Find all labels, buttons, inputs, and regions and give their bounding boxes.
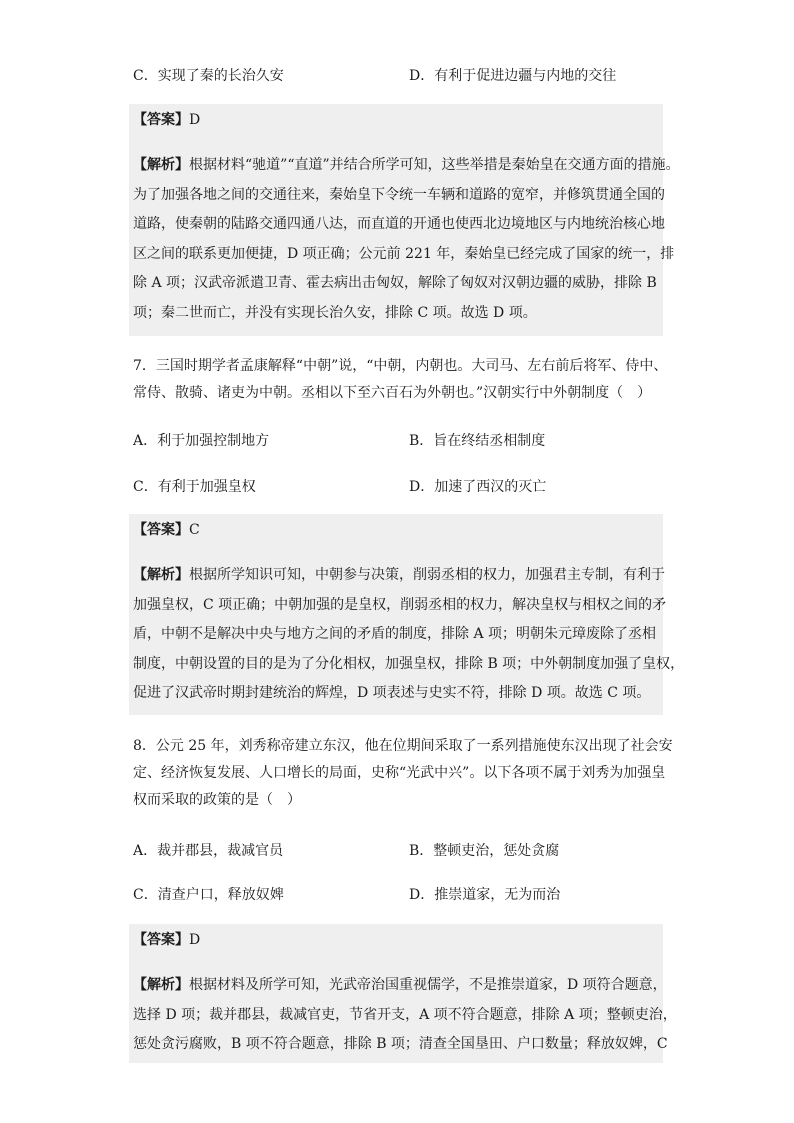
options-row-cd-q8 <box>133 885 673 905</box>
analysis-line: 选择 D 项；裁并郡县，裁减官吏，节省开支，A 项不符合题意，排除 A 项；整顿吏治， <box>133 1006 677 1023</box>
option-d: D．加速了西汉的灭亡 <box>409 479 547 495</box>
analysis-line: 促进了汉武帝时期封建统治的辉煌，D 项表述与史实不符，排除 D 项。故选 C 项。 <box>133 685 651 701</box>
analysis-line: 制度，中朝设置的目的是为了分化相权，加强皇权，排除 B 项；中外朝制度加强了皇权， <box>133 655 685 672</box>
question-7-stem <box>133 353 668 407</box>
analysis-line: 根据材料“驰道”“直道”并结合所学可知，这些举措是秦始皇在交通方面的措施。 <box>189 157 680 173</box>
answer-value: D <box>189 932 201 948</box>
analysis-tag: 【解析】 <box>133 157 189 173</box>
question-8-stem <box>133 733 673 814</box>
option-a: A．裁并郡县，裁减官员 <box>133 843 284 859</box>
analysis-tag: 【解析】 <box>133 977 189 993</box>
analysis-line: 项；秦二世而亡，并没有实现长治久安，排除 C 项。故选 D 项。 <box>133 304 537 321</box>
analysis-line: 根据所学知识可知，中朝参与决策，削弱丞相的权力，加强君主专制，有利于 <box>189 567 665 583</box>
analysis-paragraph-q7 <box>133 561 685 709</box>
analysis-line: 根据材料及所学可知，光武帝治国重视儒学，不是推崇道家，D 项符合题意， <box>189 977 667 993</box>
option-b: B．整顿吏治，惩处贪腐 <box>409 843 560 859</box>
analysis-line: 加强皇权，C 项正确；中朝加强的是皇权，削弱丞相的权力，解决皇权与相权之间的矛 <box>133 596 667 613</box>
options-row-cd-prev <box>133 66 673 86</box>
question-line: 定、经济恢复发展、人口增长的局面，史称“光武中兴”。以下各项不属于刘秀为加强皇 <box>133 765 666 781</box>
question-line: 7．三国时期学者孟康解释“中朝”说，“中朝，内朝也。大司马、左右前后将军、侍中、 <box>133 358 668 374</box>
answer-line-q7 <box>133 520 200 540</box>
question-line: 8．公元 25 年，刘秀称帝建立东汉，他在位期间采取了一系列措施使东汉出现了社会安 <box>133 738 673 754</box>
option-d: D．推崇道家，无为而治 <box>409 887 561 903</box>
option-c: C．有利于加强皇权 <box>133 479 256 495</box>
analysis-paragraph-q8 <box>133 971 677 1060</box>
option-c: C．清查户口，释放奴婢 <box>133 887 284 903</box>
options-row-ab-q7 <box>133 431 673 451</box>
option-a: A．利于加强控制地方 <box>133 433 270 449</box>
answer-tag: 【答案】 <box>133 112 189 128</box>
options-row-cd-q7 <box>133 477 673 497</box>
analysis-tag: 【解析】 <box>133 567 189 583</box>
options-row-ab-q8 <box>133 841 673 861</box>
analysis-line: 惩处贪污腐败，B 项不符合题意，排除 B 项；清查全国垦田、户口数量；释放奴婢，C <box>133 1036 668 1052</box>
option-c-prev: C．实现了秦的长治久安 <box>133 68 284 84</box>
answer-value: D <box>189 112 201 128</box>
answer-line-prev <box>133 110 200 130</box>
answer-tag: 【答案】 <box>133 932 189 948</box>
option-b: B．旨在终结丞相制度 <box>409 433 546 449</box>
answer-value: C <box>189 522 200 538</box>
analysis-line: 为了加强各地之间的交通往来，秦始皇下令统一车辆和道路的宽窄，并修筑贯通全国的 <box>133 186 665 203</box>
analysis-line: 区之间的联系更加便捷，D 项正确；公元前 221 年，秦始皇已经完成了国家的统一，排 <box>133 245 675 262</box>
question-line: 权而采取的政策的是（ ） <box>133 792 301 808</box>
analysis-line: 除 A 项；汉武帝派遣卫青、霍去病出击匈奴，解除了匈奴对汉朝边疆的威胁，排除 B <box>133 275 657 291</box>
answer-line-q8 <box>133 930 200 950</box>
answer-tag: 【答案】 <box>133 522 189 538</box>
analysis-line: 道路，使秦朝的陆路交通四通八达，而直道的开通也使西北边境地区与内地统治核心地 <box>133 216 665 232</box>
option-d-prev: D．有利于促进边疆与内地的交往 <box>409 68 617 84</box>
question-line: 常侍、散骑、诸吏为中朝。丞相以下至六百石为外朝也。”汉朝实行中外朝制度（ ） <box>133 385 652 401</box>
analysis-paragraph-prev <box>133 151 680 328</box>
analysis-line: 盾，中朝不是解决中央与地方之间的矛盾的制度，排除 A 项；明朝朱元璋废除了丞相 <box>133 626 657 642</box>
